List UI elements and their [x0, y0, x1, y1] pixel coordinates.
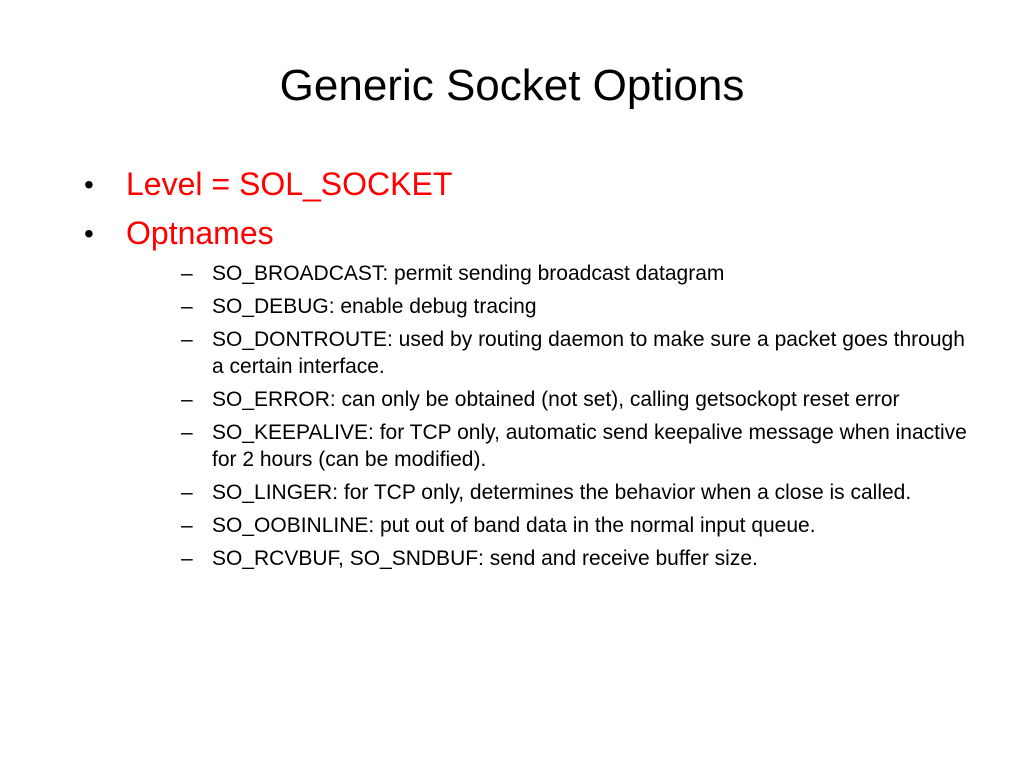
bullet-marker: • — [84, 169, 94, 200]
sub-item — [181, 293, 981, 320]
bullet-level — [84, 160, 964, 209]
bullet-marker: • — [84, 218, 94, 249]
dash-marker: – — [181, 388, 193, 411]
slide-title: Generic Socket Options — [279, 61, 745, 110]
dash-marker: – — [181, 481, 193, 504]
sub-item-text: SO_DONTROUTE: used by routing daemon to make sure a packet goes through a certain interface. — [212, 328, 965, 378]
bullet-list — [84, 160, 967, 578]
sub-item-text: SO_KEEPALIVE: for TCP only, automatic send keepalive message when inactive for 2 hours (can be modified). — [212, 421, 967, 471]
sub-item — [181, 545, 981, 572]
dash-marker: – — [181, 547, 193, 570]
bullet-text: Level = SOL_SOCKET — [126, 166, 453, 202]
sub-item-text: SO_LINGER: for TCP only, determines the behavior when a close is called. — [212, 481, 912, 504]
sub-item — [181, 419, 981, 473]
dash-marker: – — [181, 421, 193, 444]
sub-item — [181, 512, 981, 539]
sub-item-text: SO_BROADCAST: permit sending broadcast datagram — [212, 262, 725, 285]
sub-item — [181, 479, 981, 506]
sub-item-text: SO_OOBINLINE: put out of band data in the normal input queue. — [212, 514, 816, 537]
dash-marker: – — [181, 514, 193, 537]
optnames-list — [181, 260, 981, 572]
bullet-optnames — [84, 209, 967, 572]
dash-marker: – — [181, 328, 193, 351]
sub-item-text: SO_DEBUG: enable debug tracing — [212, 295, 537, 318]
dash-marker: – — [181, 262, 193, 285]
sub-item — [181, 326, 981, 380]
sub-item — [181, 260, 981, 287]
sub-item-text: SO_RCVBUF, SO_SNDBUF: send and receive buffer size. — [212, 547, 758, 570]
sub-item — [181, 386, 981, 413]
dash-marker: – — [181, 295, 193, 318]
sub-item-text: SO_ERROR: can only be obtained (not set), calling getsockopt reset error — [212, 388, 900, 411]
bullet-text: Optnames — [126, 215, 274, 251]
